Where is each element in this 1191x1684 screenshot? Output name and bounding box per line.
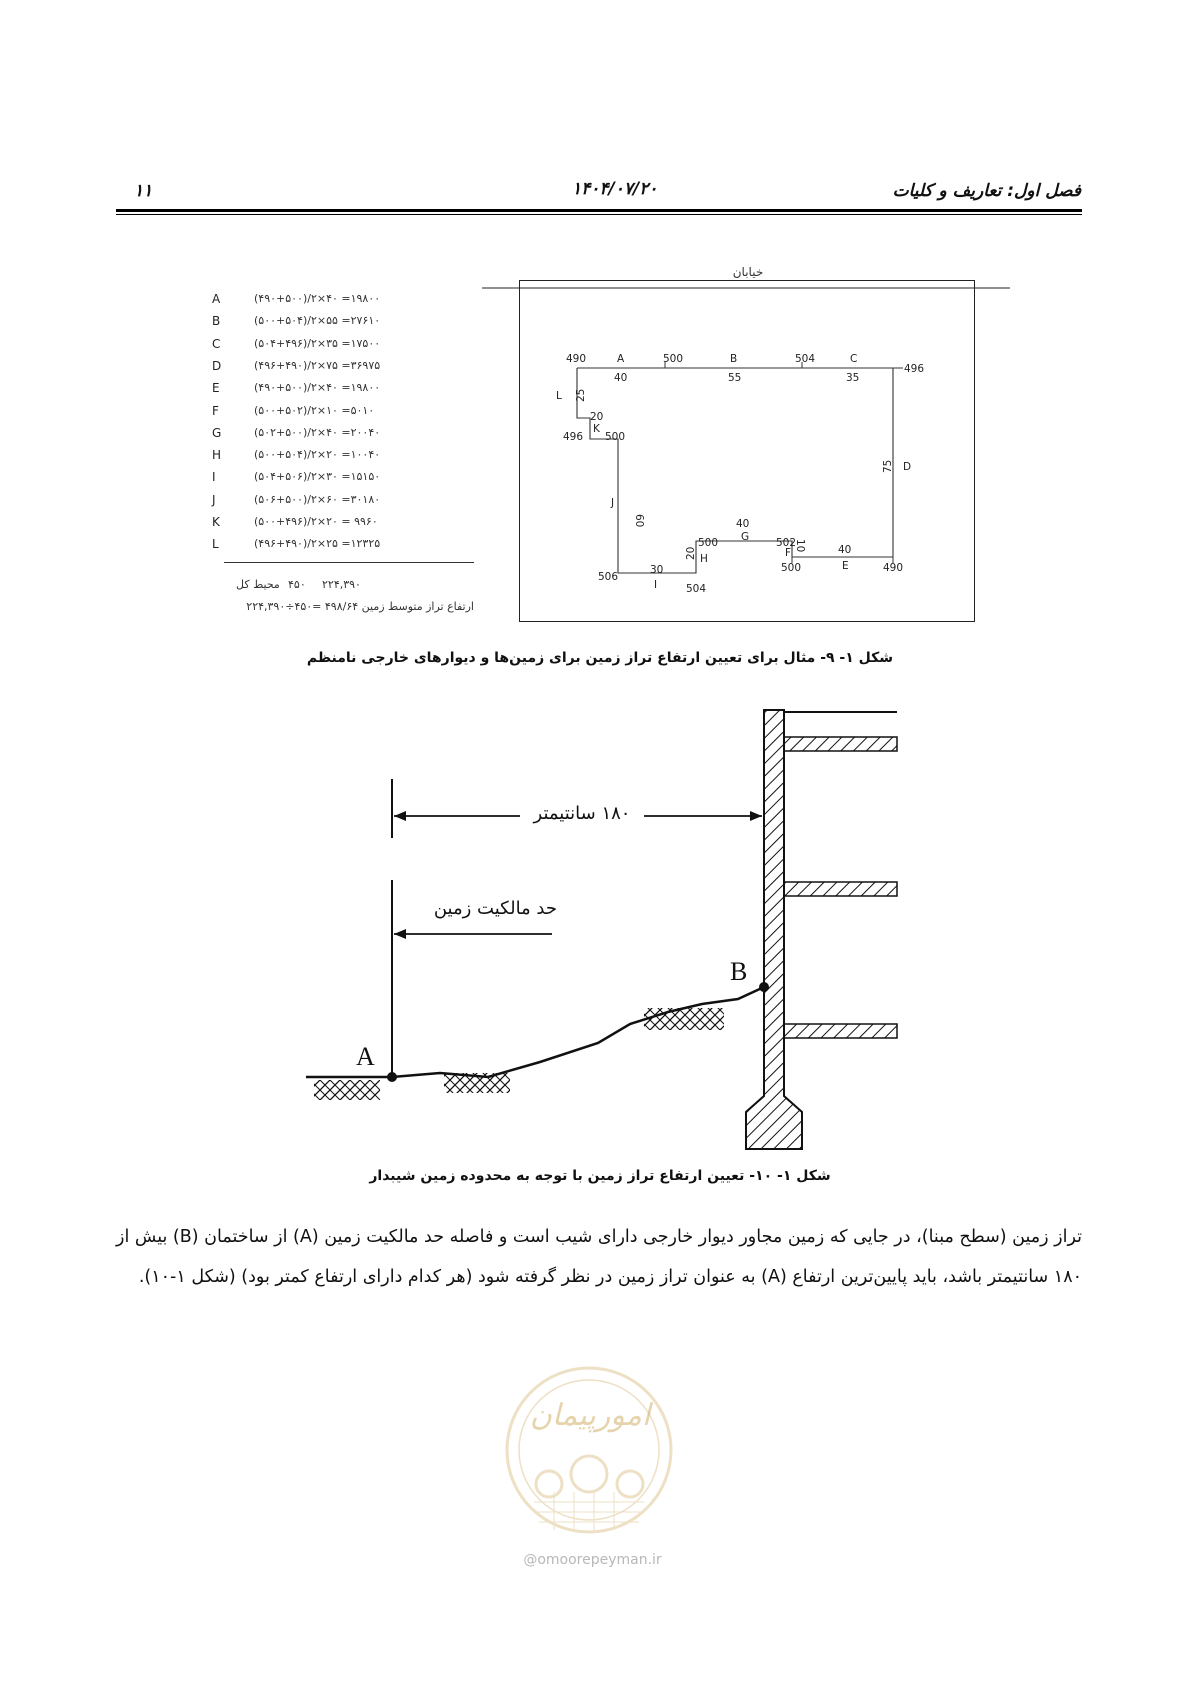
figure-10-caption: شکل ۱- ۱۰- تعیین ارتفاع تراز زمین با توجه به محدوده زمین شیبدار bbox=[369, 1168, 831, 1184]
dim-55: 55 bbox=[728, 372, 742, 384]
point-b-dot bbox=[759, 982, 769, 992]
dim-20-b: 20 bbox=[685, 546, 697, 560]
chapter-title: فصل اول: تعاریف و کلیات bbox=[892, 181, 1081, 201]
dim-40-b: 40 bbox=[736, 518, 750, 530]
elev-490-b: 490 bbox=[883, 562, 904, 574]
watermark-logo-text: امورپیمان bbox=[529, 1398, 651, 1433]
label-F: F bbox=[785, 547, 792, 559]
at-icon: @ bbox=[523, 1552, 538, 1568]
floor-slab-3 bbox=[784, 1024, 897, 1038]
scale-icon bbox=[536, 1471, 562, 1497]
calc-row-key: D bbox=[212, 358, 222, 373]
calc-row-key: I bbox=[212, 470, 216, 485]
calc-row-key: A bbox=[212, 292, 221, 306]
calc-row-formula: (۵۰۰+۵۰۴)/۲×۵۵ =۲۷۶۱۰ bbox=[254, 314, 381, 328]
elev-502: 502 bbox=[776, 537, 797, 549]
dim-75: 75 bbox=[882, 459, 894, 473]
building-wall bbox=[746, 710, 802, 1149]
calc-row-key: F bbox=[212, 403, 219, 418]
calc-average-label: ارتفاع تراز متوسط زمین bbox=[361, 600, 474, 613]
label-D: D bbox=[903, 461, 912, 473]
calc-row-formula: (۴۹۰+۵۰۰)/۲×۴۰ =۱۹۸۰۰ bbox=[254, 381, 381, 395]
elev-490-a: 490 bbox=[566, 353, 587, 365]
watermark-site bbox=[505, 1552, 680, 1568]
dimension-arrow-left bbox=[394, 811, 406, 821]
cog-icon bbox=[617, 1471, 643, 1497]
calc-row-formula: (۵۰۴+۴۹۶)/۲×۳۵ =۱۷۵۰۰ bbox=[254, 336, 381, 350]
floor-slab-1 bbox=[784, 737, 897, 751]
dim-10: 10 bbox=[794, 539, 806, 553]
dim-40-c: 40 bbox=[838, 544, 852, 556]
page-number: ۱۱ bbox=[134, 181, 153, 201]
elev-500-d: 500 bbox=[781, 562, 802, 574]
label-E: E bbox=[842, 560, 849, 572]
elev-500-a: 500 bbox=[663, 353, 684, 365]
calc-row-formula: (۵۰۶+۵۰۰)/۲×۶۰ =۳۰۱۸۰ bbox=[254, 492, 381, 506]
elev-496-a: 496 bbox=[904, 363, 925, 375]
dim-20-a: 20 bbox=[590, 411, 604, 423]
soil-hatch-2 bbox=[444, 1073, 510, 1093]
body-paragraph bbox=[116, 1217, 1082, 1297]
dim-35: 35 bbox=[846, 372, 860, 384]
calc-row-formula: (۵۰۲+۵۰۰)/۲×۴۰ =۲۰۰۴۰ bbox=[254, 425, 381, 439]
point-b-label: B bbox=[730, 957, 748, 986]
label-B: B bbox=[730, 353, 738, 365]
elev-506: 506 bbox=[598, 571, 619, 583]
body-text: تراز زمین (سطح مبنا)، در جایی که زمین مجاور دیوار خارجی دارای شیب است و فاصله حد مالکیت زمین (A) از ساختمان (B) بیش از ۱۸۰ سانتیمتر باشد، باید پایین‌ترین ارتفاع (A) به عنوان تراز زمین در نظر گرفته شود (هر کدام دارای ارتفاع کمتر بود) (شکل ۱-۱۰). bbox=[116, 1227, 1082, 1287]
floor-slab-2 bbox=[784, 882, 897, 896]
label-H: H bbox=[700, 553, 708, 565]
distance-label: ۱۸۰ سانتیمتر bbox=[533, 803, 631, 824]
calc-total-sum: ۲۲۴,۳۹۰ bbox=[322, 578, 361, 591]
site-plan bbox=[0, 0, 1191, 700]
calc-row-formula: (۵۰۰+۵۰۲)/۲×۱۰ =۵۰۱۰ bbox=[254, 403, 375, 417]
dimension-arrow-right bbox=[750, 811, 762, 821]
calc-row-formula: (۴۹۰+۵۰۰)/۲×۴۰ =۱۹۸۰۰ bbox=[254, 292, 381, 305]
calc-row-formula: (۴۹۶+۴۹۰)/۲×۲۵ =۱۲۳۲۵ bbox=[254, 537, 381, 551]
label-G: G bbox=[741, 531, 750, 543]
label-K: K bbox=[593, 423, 600, 435]
elev-500-b: 500 bbox=[605, 431, 626, 443]
elev-504: 504 bbox=[795, 353, 816, 365]
figure-9-caption: شکل ۱- ۹- مثال برای تعیین ارتفاع تراز زمین برای زمین‌ها و دیوارهای خارجی نامنظم bbox=[306, 650, 894, 666]
dim-40-a: 40 bbox=[614, 372, 628, 384]
label-L: L bbox=[556, 390, 562, 402]
label-C: C bbox=[850, 353, 858, 365]
point-a-label: A bbox=[356, 1042, 375, 1071]
dim-60: 60 bbox=[633, 514, 645, 528]
calc-row-key: J bbox=[212, 492, 216, 507]
calc-average-formula: ۲۲۴,۳۹۰÷۴۵۰= ۴۹۸/۶۴ bbox=[246, 600, 359, 613]
dim-25: 25 bbox=[575, 388, 587, 402]
calc-row-key: G bbox=[212, 425, 222, 440]
calc-row-key: B bbox=[212, 314, 221, 329]
site-boundary bbox=[577, 368, 893, 573]
soil-hatch-1 bbox=[314, 1080, 380, 1100]
calc-row-formula: (۵۰۰+۵۰۴)/۲×۲۰ =۱۰۰۴۰ bbox=[254, 448, 381, 462]
calc-row-key: K bbox=[212, 515, 220, 529]
boundary-label: حد مالکیت زمین bbox=[433, 898, 557, 919]
gear-icon bbox=[571, 1456, 607, 1492]
street-label: خیابان bbox=[732, 265, 764, 279]
elev-504-b: 504 bbox=[686, 583, 707, 595]
calc-row-key: H bbox=[212, 448, 222, 463]
calc-row-formula: (۴۹۶+۴۹۰)/۲×۷۵ =۳۶۹۷۵ bbox=[254, 358, 381, 372]
label-A: A bbox=[617, 353, 625, 365]
watermark-logo bbox=[494, 1362, 684, 1542]
header-date: ۱۴۰۴/۰۷/۲۰ bbox=[572, 179, 658, 199]
calc-row-formula: (۵۰۰+۴۹۶)/۲×۲۰ = ۹۹۶۰ bbox=[254, 515, 378, 528]
elev-500-c: 500 bbox=[698, 537, 719, 549]
soil-hatch-3 bbox=[644, 1008, 724, 1030]
calc-total-perimeter: ۴۵۰ bbox=[288, 578, 306, 591]
calc-row-formula: (۵۰۴+۵۰۶)/۲×۳۰ =۱۵۱۵۰ bbox=[254, 470, 381, 484]
label-I: I bbox=[654, 579, 658, 591]
calc-row-key: L bbox=[212, 537, 219, 552]
label-J: J bbox=[611, 497, 615, 509]
dim-30: 30 bbox=[650, 564, 664, 576]
calc-total-label: محیط کل bbox=[236, 578, 280, 591]
elev-496-b: 496 bbox=[563, 431, 584, 443]
watermark-site-text: omoorepeyman.ir bbox=[537, 1552, 662, 1568]
boundary-arrow-head bbox=[394, 929, 406, 939]
calc-row-key: C bbox=[212, 336, 221, 351]
slope-diagram bbox=[0, 690, 1191, 1160]
point-a-dot bbox=[387, 1072, 397, 1082]
calc-row-key: E bbox=[212, 381, 220, 396]
